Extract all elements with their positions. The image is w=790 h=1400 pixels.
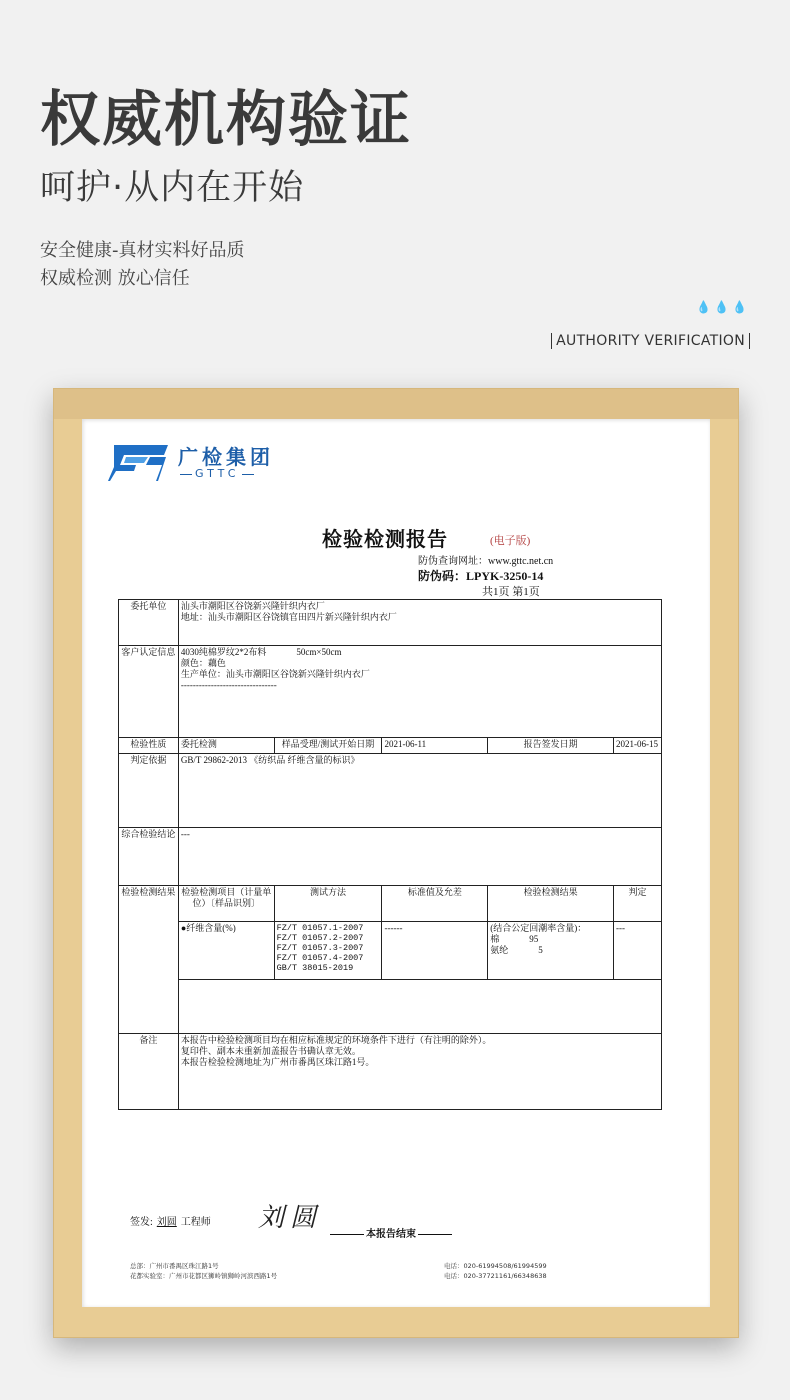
method-4: FZ/T 01057.4-2007 [276, 953, 364, 963]
remark-3: 本报告检验检测地址为广州市番禺区珠江路1号。 [180, 1057, 375, 1067]
sign-role: 工程师 [180, 1217, 211, 1228]
footer-tel-1: 电话：020-61994508/61994599 [444, 1262, 547, 1270]
sample-size: 50cm×50cm [296, 647, 342, 657]
method-3: FZ/T 01057.3-2007 [276, 943, 364, 953]
client-label: 委托单位 [119, 600, 179, 646]
remarks-label: 备注 [119, 1034, 179, 1110]
footer-lab: 花都实验室：广州市花都区狮岭镇狮岭河滨西路1号 [130, 1272, 278, 1280]
certificate-frame [53, 388, 739, 1338]
nature-label: 检验性质 [119, 738, 179, 754]
description-line-1: 安全健康-真材实料好品质 [40, 240, 245, 261]
col-method: 测试方法 [274, 886, 382, 922]
fiber-spandex-value: 5 [538, 945, 543, 955]
method-2: FZ/T 01057.2-2007 [276, 933, 364, 943]
sample-name: 4030纯棉罗纹2*2布料 [180, 647, 267, 657]
report-anti-fake-code: 防伪码：LPYK-3250-14 [418, 569, 544, 583]
method-list [274, 922, 382, 980]
footer-addresses [130, 1261, 277, 1281]
report-title: 检验检测报告 [322, 529, 448, 551]
report-end-mark [328, 1225, 454, 1240]
results-label: 检验检测结果 [119, 886, 179, 1034]
received-label: 样品受理/测试开始日期 [274, 738, 382, 754]
description-line-2: 权威检测 放心信任 [40, 268, 190, 289]
headline: 权威机构验证 [40, 85, 412, 155]
fiber-item: ●纤维含量(%) [178, 922, 274, 980]
report-page-count: 共1页 第1页 [482, 586, 540, 598]
conclusion-label: 综合检验结论 [119, 828, 179, 886]
authority-tag: AUTHORITY VERIFICATION [551, 333, 750, 349]
remark-1: 本报告中检验检测项目均在相应标准规定的环境条件下进行（有注明的除外）。 [180, 1035, 492, 1045]
sample-dash: -------------------------------- [180, 680, 277, 690]
col-judge: 判定 [614, 886, 662, 922]
issued-value: 2021-06-15 [614, 738, 662, 754]
col-item: 检验检测项目（计量单位）〔样品识别〕 [178, 886, 274, 922]
conclusion-value: --- [178, 828, 661, 886]
sample-cell [178, 646, 661, 738]
method-1: FZ/T 01057.1-2007 [276, 923, 364, 933]
logo-chinese-name: 广检集团 [178, 445, 274, 469]
report-query-url: 防伪查询网址：www.gttc.net.cn [418, 556, 554, 567]
footer-tel-2: 电话：020-37721161/66348638 [444, 1272, 547, 1280]
gttc-logo-icon [106, 443, 170, 483]
method-5: GB/T 38015-2019 [276, 963, 354, 973]
fiber-cotton-value: 95 [529, 934, 539, 944]
col-standard: 标准值及允差 [382, 886, 488, 922]
footer-phones [444, 1261, 547, 1281]
logo-english-name [177, 467, 257, 480]
sample-label: 客户认定信息 [119, 646, 179, 738]
result-cell [488, 922, 614, 980]
sample-color: 颜色：藕色 [180, 658, 226, 668]
client-address: 地址：汕头市潮阳区谷饶镇官田四片新兴隆针织内衣厂 [180, 612, 397, 622]
col-result: 检验检测结果 [488, 886, 614, 922]
remark-2: 复印件、副本未重新加盖报告书确认章无效。 [180, 1046, 361, 1056]
client-cell [178, 600, 661, 646]
water-drops-icon: 💧💧💧 [696, 300, 750, 314]
received-value: 2021-06-11 [382, 738, 488, 754]
logo-english-text: GTTC [195, 467, 240, 480]
sign-name: 刘圆 [156, 1217, 177, 1228]
nature-value: 委托检测 [178, 738, 274, 754]
basis-label: 判定依据 [119, 754, 179, 828]
fiber-cotton: 棉 [490, 934, 500, 944]
handwritten-signature: 刘圆 [258, 1203, 323, 1233]
footer-hq: 总部：广州市番禺区珠江路1号 [130, 1262, 219, 1270]
result-note: (结合公定回潮率含量)： [490, 923, 587, 933]
sign-line [130, 1213, 211, 1228]
client-name: 汕头市潮阳区谷饶新兴隆针织内衣厂 [180, 601, 325, 611]
subheadline: 呵护·从内在开始 [40, 168, 305, 208]
results-blank [178, 980, 661, 1034]
fiber-spandex: 氨纶 [490, 945, 509, 955]
sign-prefix: 签发: [130, 1217, 153, 1228]
basis-value: GB/T 29862-2013 《纺织品 纤维含量的标识》 [178, 754, 661, 828]
report-table [118, 599, 662, 1110]
judge-value: --- [614, 922, 662, 980]
issued-label: 报告签发日期 [488, 738, 614, 754]
remarks-cell [178, 1034, 661, 1110]
report-edition: (电子版) [490, 535, 531, 547]
sample-maker: 生产单位：汕头市潮阳区谷饶新兴隆针织内衣厂 [180, 669, 370, 679]
report-end-text: 本报告结束 [366, 1229, 416, 1240]
standard-value: ------ [382, 922, 488, 980]
report-paper [82, 419, 710, 1307]
